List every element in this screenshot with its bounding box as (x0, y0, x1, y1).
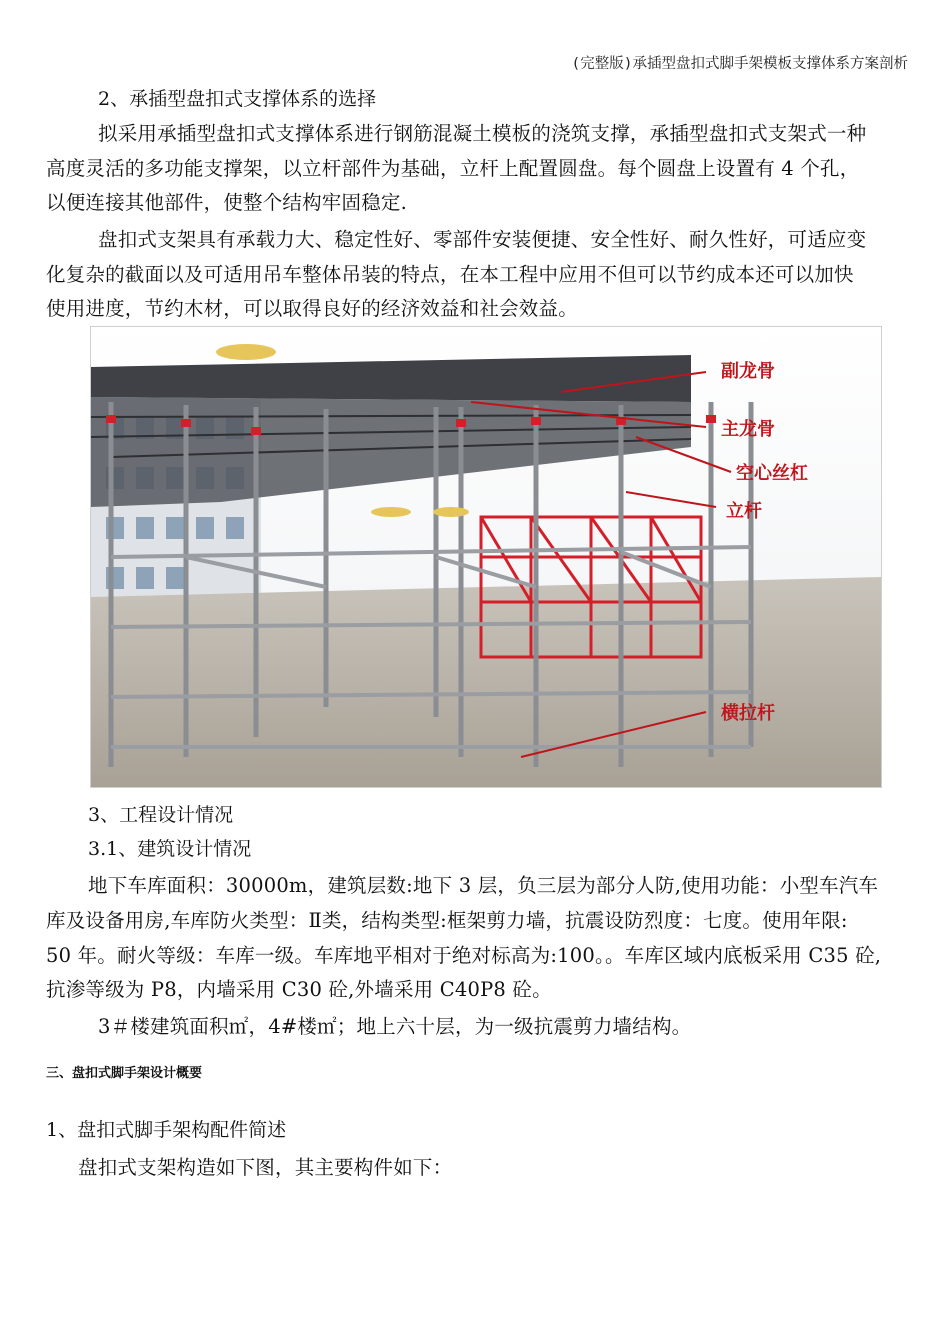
scaffold-illustration (91, 327, 881, 787)
section-2-para1-line3: 以便连接其他部件，使整个结构牢固稳定. (46, 191, 407, 214)
section-three-heading: 三、盘扣式脚手架设计概要 (46, 1066, 203, 1081)
label-main-joist: 主龙骨 (721, 419, 775, 440)
section-three-1-heading: 1、盘扣式脚手架构配件简述 (46, 1119, 287, 1141)
section-2-para2-line2: 化复杂的截面以及可适用吊车整体吊装的特点，在本工程中应用不但可以节约成本还可以加快 (46, 263, 854, 286)
section-2-para1-line1: 拟采用承插型盘扣式支撑体系进行钢筋混凝土模板的浇筑支撑，承插型盘扣式支架式一种 (98, 122, 867, 145)
section-3-heading: 3、工程设计情况 (88, 804, 234, 826)
section-2-para2-line1: 盘扣式支架具有承载力大、稳定性好、零部件安装便捷、安全性好、耐久性好，可适应变 (98, 228, 867, 251)
scaffold-photo (90, 326, 882, 788)
label-horizontal-bar: 横拉杆 (721, 703, 775, 724)
section-three-para: 盘扣式支架构造如下图，其主要构件如下： (78, 1156, 453, 1179)
ground (91, 577, 881, 787)
section-3-para1-line2: 库及设备用房,车库防火类型：Ⅱ类，结构类型:框架剪力墙，抗震设防烈度：七度。使用年限: (46, 909, 848, 932)
section-2-para1-line2: 高度灵活的多功能支撑架，以立杆部件为基础，立杆上配置圆盘。每个圆盘上设置有 4 个孔， (46, 157, 860, 180)
section-2-heading: 2、承插型盘扣式支撑体系的选择 (98, 88, 377, 110)
section-2-para2-line3: 使用进度，节约木材，可以取得良好的经济效益和社会效益。 (46, 297, 578, 320)
page-header: (完整版)承插型盘扣式脚手架模板支撑体系方案剖析 (571, 56, 908, 72)
label-vertical-pole: 立杆 (726, 501, 762, 522)
section-3-para1-line3: 50 年。耐火等级：车库一级。车库地平相对于绝对标高为:100。。车库区域内底板采用 C35 砼, (46, 944, 882, 967)
section-3-para1-line4: 抗渗等级为 P8，内墙采用 C30 砼,外墙采用 C40P8 砼。 (46, 978, 552, 1001)
section-3-para2: 3＃楼建筑面积㎡，4#楼㎡；地上六十层，为一级抗震剪力墙结构。 (98, 1015, 692, 1038)
label-hollow-screw: 空心丝杠 (736, 463, 808, 484)
label-secondary-joist: 副龙骨 (721, 361, 775, 382)
section-3-para1-line1: 地下车库面积：30000m，建筑层数:地下 3 层，负三层为部分人防,使用功能：小型车汽车 (88, 874, 879, 897)
section-3-1-heading: 3.1、建筑设计情况 (88, 838, 252, 860)
